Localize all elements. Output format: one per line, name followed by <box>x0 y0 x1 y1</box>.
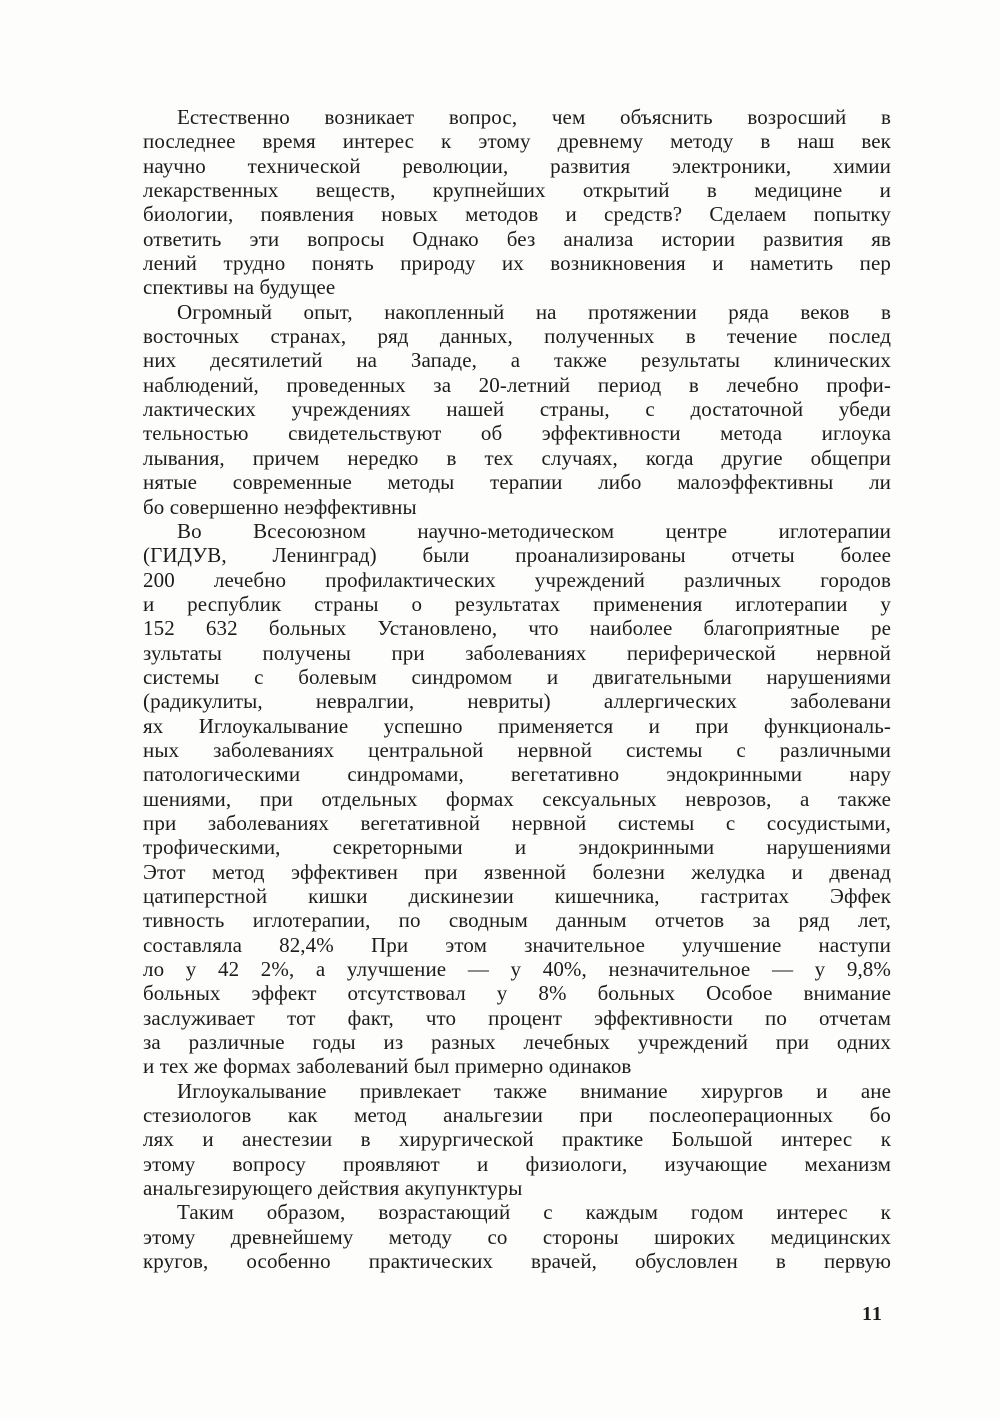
text-line: бо совершенно неэффективны <box>143 494 417 519</box>
text-line: 200 лечебно профилактических учреждений различных городов <box>143 567 891 592</box>
text-line: составляла 82,4% При этом значительное улучшение наступи <box>143 932 891 957</box>
text-line: и тех же формах заболеваний был примерно одинаков <box>143 1054 632 1079</box>
text-line: тельностью свидетельствуют об эффективности метода иглоука <box>143 421 891 446</box>
text-line: Во Всесоюзном научно-методическом центре иглотерапии <box>177 518 891 543</box>
paragraph-5 <box>143 1200 891 1273</box>
paragraph-2 <box>143 300 891 519</box>
text-line: трофическими, секреторными и эндокринными нарушениями <box>143 835 891 860</box>
text-line: заслуживает тот факт, что процент эффективности по отчетам <box>143 1005 891 1030</box>
page-number: 11 <box>862 1303 883 1325</box>
text-line: лекарственных веществ, крупнейших открытий в медицине и <box>143 178 891 203</box>
text-line: Естественно возникает вопрос, чем объяснить возросший в <box>177 105 891 129</box>
text-line: шениями, при отдельных формах сексуальных неврозов, а также <box>143 786 891 811</box>
text-line: (ГИДУВ, Ленинград) были проанализированы отчеты более <box>143 543 891 568</box>
text-line: них десятилетий на Западе, а также результаты клинических <box>143 348 891 373</box>
text-line: Таким образом, возрастающий с каждым годом интерес к <box>177 1200 891 1225</box>
text-line: Этот метод эффективен при язвенной болезни желудка и двенад <box>143 859 891 884</box>
paragraph-4 <box>143 1079 891 1201</box>
text-line: (радикулиты, невралгии, невриты) аллергических заболевани <box>143 689 891 714</box>
text-line: при заболеваниях вегетативной нервной системы с сосудистыми, <box>143 810 891 835</box>
text-line: последнее время интерес к этому древнему методу в наш век <box>143 129 891 154</box>
text-line: и республик страны о результатах применения иглотерапии у <box>143 591 891 616</box>
text-line: стезиологов как метод анальгезии при послеоперационных бо <box>143 1103 891 1128</box>
text-line: системы с болевым синдромом и двигательными нарушениями <box>143 664 891 689</box>
paragraph-3 <box>143 519 891 1079</box>
text-line: научно технической революции, развития электроники, химии <box>143 153 891 178</box>
text-line: лях и анестезии в хирургической практике Большой интерес к <box>143 1127 891 1152</box>
text-line: наблюдений, проведенных за 20-летний период в лечебно профи- <box>143 372 891 397</box>
text-line: за различные годы из разных лечебных учреждений при одних <box>143 1030 891 1055</box>
text-line: анальгезирующего действия акупунктуры <box>143 1176 523 1201</box>
text-line: спективы на будущее <box>143 275 336 300</box>
paragraph-1 <box>143 105 891 300</box>
text-line: ло у 42 2%, а улучшение — у 40%, незначительное — у 9,8% <box>143 957 891 982</box>
text-line: цатиперстной кишки дискинезии кишечника, гастритах Эффек <box>143 884 891 908</box>
text-line: этому вопросу проявляют и физиологи, изучающие механизм <box>143 1151 891 1176</box>
text-line: Иглоукалывание привлекает также внимание хирургов и ане <box>177 1078 891 1103</box>
text-line: ответить эти вопросы Однако без анализа истории развития яв <box>143 226 891 251</box>
text-line: этому древнейшему методу со стороны широких медицинских <box>143 1224 891 1249</box>
text-line: патологическими синдромами, вегетативно эндокринными нару <box>143 762 891 787</box>
text-line: ях Иглоукалывание успешно применяется и при функциональ- <box>143 713 891 738</box>
text-line: зультаты получены при заболеваниях периферической нервной <box>143 640 891 665</box>
text-line: Огромный опыт, накопленный на протяжении ряда веков в <box>177 299 891 324</box>
text-line: 152 632 больных Установлено, что наиболее благоприятные ре <box>143 616 891 641</box>
text-line: восточных странах, ряд данных, полученных в течение послед <box>143 324 891 349</box>
text-line: лений трудно понять природу их возникновения и наметить пер <box>143 251 891 276</box>
body-text <box>143 105 891 1274</box>
text-line: кругов, особенно практических врачей, обусловлен в первую <box>143 1249 891 1274</box>
text-line: биологии, появления новых методов и средств? Сделаем попытку <box>143 202 891 227</box>
text-line: тивность иглотерапии, по сводным данным отчетов за ряд лет, <box>143 908 891 933</box>
text-line: ных заболеваниях центральной нервной системы с различными <box>143 737 891 762</box>
text-line: больных эффект отсутствовал у 8% больных Особое внимание <box>143 981 891 1006</box>
text-line: лактических учреждениях нашей страны, с достаточной убеди <box>143 397 891 422</box>
text-line: нятые современные методы терапии либо малоэффективны ли <box>143 470 891 495</box>
text-line: лывания, причем нередко в тех случаях, когда другие общепри <box>143 445 891 470</box>
